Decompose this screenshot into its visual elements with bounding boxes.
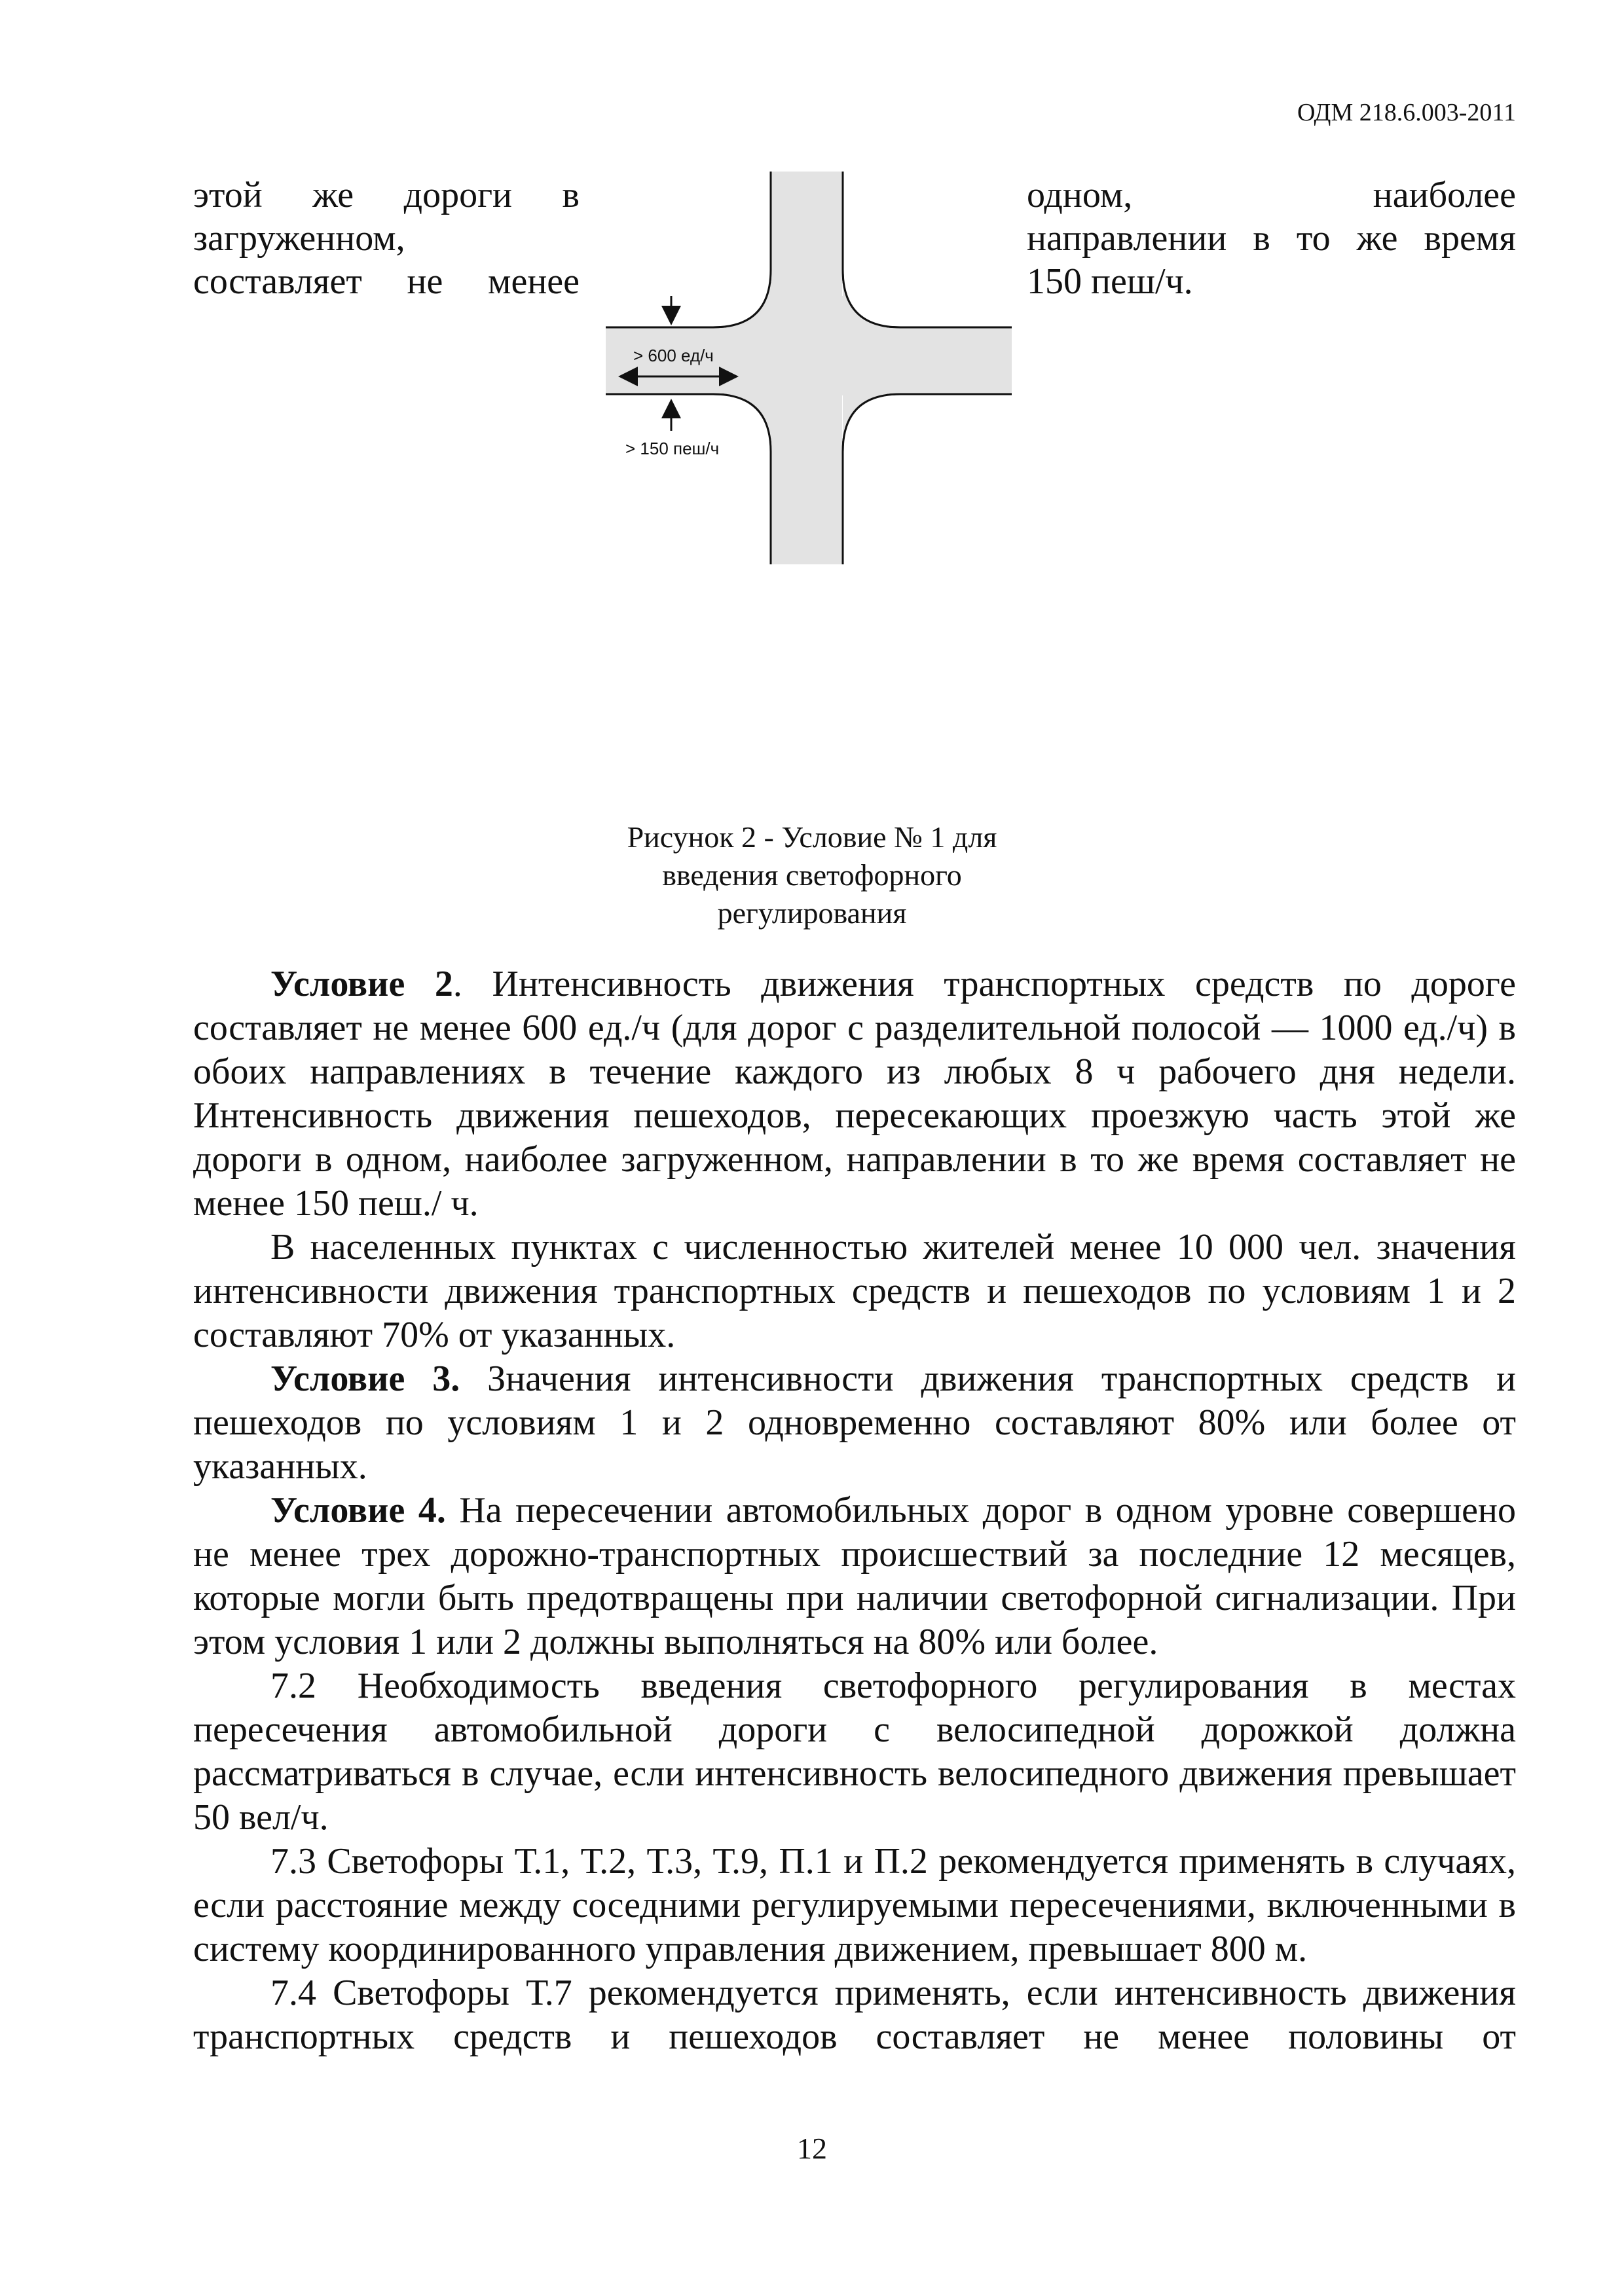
paragraph-condition-3: Условие 3. Значения интенсивности движения транспортных средств и пешеходов по условиям 1 и 2 одновременно составляют 80% или более от указанных.	[193, 1358, 1516, 1487]
left-line-3: составляет не менее	[193, 261, 580, 302]
paragraph-7-3: 7.3 Светофоры Т.1, Т.2, Т.3, Т.9, П.1 и П.2 рекомендуется применять в случаях, если расстояние между соседними регулируемыми пересечениями, включенными в систему координированного управления движением, превышает 800 м.	[193, 1841, 1516, 1969]
caption-line-3: регулирования	[717, 896, 907, 930]
intersection-diagram	[606, 172, 1012, 564]
vehicle-flow-label: > 600 ед/ч	[633, 346, 714, 365]
left-line-1: этой же дороги в	[193, 175, 580, 215]
paragraph-7-2: 7.2 Необходимость введения светофорного регулирования в местах пересечения автомобильной дороги с велосипедной дорожкой должна рассматриваться в случае, если интенсивность велосипедного движения превышает 50 вел/ч.	[193, 1666, 1516, 1838]
figure-caption	[485, 818, 1139, 932]
caption-line-1: Рисунок 2 - Условие № 1 для	[627, 820, 997, 854]
page-number: 12	[797, 2132, 827, 2165]
caption-line-2: введения светофорного	[662, 858, 962, 892]
right-line-1: одном, наиболее	[1027, 175, 1516, 215]
right-text-column	[1027, 173, 1516, 303]
pedestrian-flow-label: > 150 пеш/ч	[625, 439, 720, 458]
paragraph-condition-4: Условие 4. На пересечении автомобильных дорог в одном уровне совершено не менее трех дорожно-транспортных происшествий за последние 12 месяцев, которые могли быть предотвращены при наличии светофорной сигнализации. При этом условия 1 или 2 должны выполняться на 80% или более.	[193, 1490, 1517, 1662]
body-text	[193, 962, 1516, 2059]
right-line-2: направлении в то же время	[1027, 218, 1516, 259]
document-code: ОДМ 218.6.003-2011	[1297, 99, 1516, 126]
left-line-2: загруженном,	[193, 218, 405, 259]
left-text-column	[193, 173, 580, 303]
paragraph-7-4: 7.4 Светофоры Т.7 рекомендуется применять, если интенсивность движения транспортных средств и пешеходов составляет не менее половины от	[193, 1973, 1516, 2057]
right-line-3: 150 пеш/ч.	[1027, 261, 1193, 302]
paragraph-settlements: В населенных пунктах с численностью жителей менее 10 000 чел. значения интенсивности движения транспортных средств и пешеходов по условиям 1 и 2 составляют 70% от указанных.	[193, 1227, 1516, 1355]
paragraph-condition-2: Условие 2. Интенсивность движения транспортных средств по дороге составляет не менее 600 ед./ч (для дорог с разделительной полосой — 1000 ед./ч) в обоих направлениях в течение каждого из любых 8 ч рабочего дня недели. Интенсивность движения пешеходов, пересекающих проезжую часть этой же дороги в одном, наиболее загруженном, направлении в то же время составляет не менее 150 пеш./ ч.	[193, 964, 1517, 1224]
